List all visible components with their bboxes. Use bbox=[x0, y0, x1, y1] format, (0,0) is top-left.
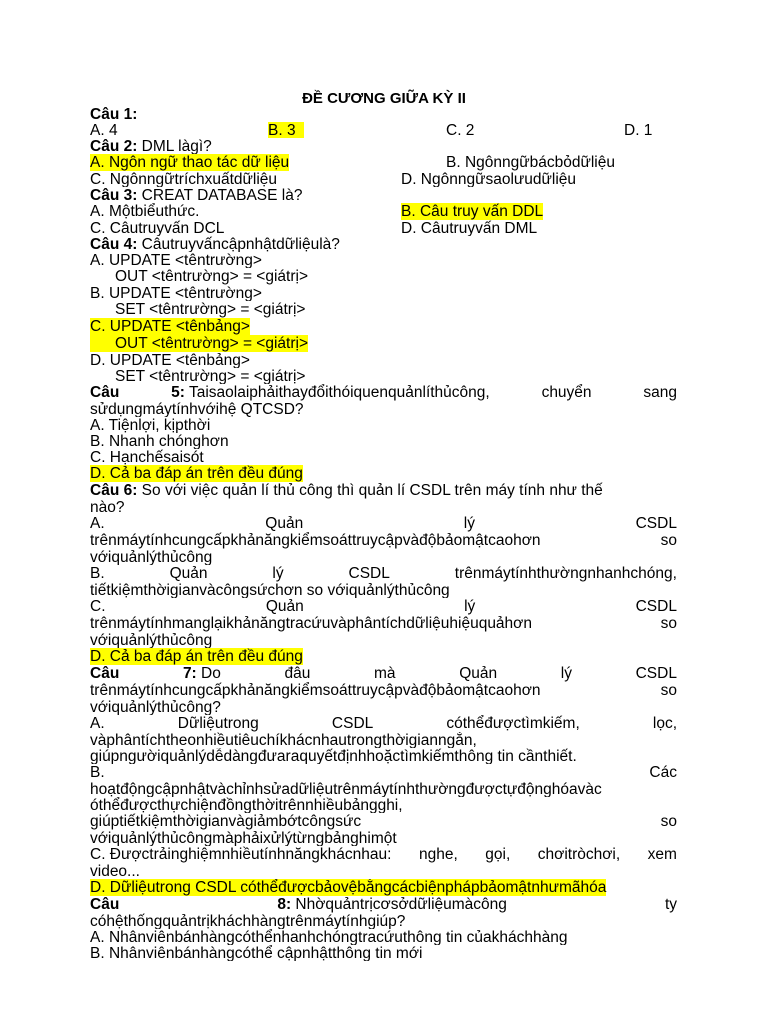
question-2: Câu 2: DML làgì? bbox=[90, 138, 212, 154]
option-a-line2: vàphântíchtheonhiềutiêuchíkhácnhautrongthờigianngắn, bbox=[90, 732, 477, 748]
option-b-line5: vớiquảnlýthủcôngmàphảixửlýtừngbảnghimột bbox=[90, 830, 397, 846]
question-1-label: Câu 1: bbox=[90, 106, 138, 122]
question-8: Câu 8: Nhờquảntrịcơsởdữliệumàcông ty bbox=[90, 896, 677, 913]
question-7-line2: trênmáytínhcungcấpkhảnăngkiểmsoáttruycậpvàđộbảomậtcaohơn so bbox=[90, 682, 677, 699]
option-d-line1: D. UPDATE <tênbảng> bbox=[90, 352, 250, 368]
option-c-line2: OUT <têntrường> = <giátrị> bbox=[90, 335, 677, 352]
option-b-line4: giúptiếtkiệmthờigianvàgiảmbớtcôngsức so bbox=[90, 813, 677, 830]
question-7: Câu 7: Do đâu mà Quản lý CSDL bbox=[90, 665, 677, 682]
option-a-line3: vớiquảnlýthủcông bbox=[90, 549, 213, 565]
option-c-line3: vớiquảnlýthủcông bbox=[90, 632, 213, 648]
option-a: A. Mộtbiểuthức. bbox=[90, 203, 200, 220]
option-a-line2: OUT <têntrường> = <giátrị> bbox=[115, 268, 309, 285]
question-8-line2: cóhệthốngquảntrịkháchhàngtrênmáytínhgiúp? bbox=[90, 913, 406, 929]
question-4: Câu 4: Câutruyvấncậpnhậtdữliệulà? bbox=[90, 236, 340, 252]
option-b-line3: óthểđượcthựchiệnđồngthờitrênnhiềubảngghi, bbox=[90, 797, 403, 813]
document-body bbox=[90, 106, 677, 961]
option-b: B. Ngônngữbácbỏdữliệu bbox=[446, 154, 615, 171]
option-b: B. 3 bbox=[268, 122, 304, 138]
option-d: D. Ngônngữsaolưudữliệu bbox=[401, 171, 577, 187]
option-c: C. Đượctrảinghiệmnhiềutínhnăngkhácnhau: nghe, gọi, chơitròchơi, xem bbox=[90, 846, 677, 863]
option-d: D. Dữliệutrong CSDL cóthểđượcbảovệbằngcácbiệnphápbảomậtnhưmãhóa bbox=[90, 879, 607, 896]
option-c-line2: video... bbox=[90, 863, 140, 879]
question-1-options bbox=[90, 122, 677, 138]
question-5-line2: sửdụngmáytínhvớihệ QTCSD? bbox=[90, 401, 304, 417]
question-3-options-cd bbox=[90, 220, 677, 236]
option-b-line2: hoạtđộngcậpnhậtvàchỉnhsửadữliệutrênmáytínhthườngđượctựđộnghóavàc bbox=[90, 781, 602, 797]
option-a-line2: trênmáytínhcungcấpkhảnăngkiểmsoáttruycậpvàđộbảomậtcaohơn so bbox=[90, 532, 677, 549]
question-2-options-ab bbox=[90, 154, 677, 171]
option-c-line1: C. UPDATE <tênbảng> bbox=[90, 318, 250, 335]
option-b: B. Quản lý CSDL trênmáytínhthườngnhanhchóng, bbox=[90, 565, 677, 582]
option-d: D. Cả ba đáp án trên đều đúng bbox=[90, 648, 303, 665]
option-c: C. Hạnchếsaisót bbox=[90, 449, 204, 465]
option-a: A. Nhânviênbánhàngcóthểnhanhchóngtracứuthông tin củakháchhàng bbox=[90, 929, 568, 945]
option-a: A. 4 bbox=[90, 122, 118, 138]
question-2-options-cd bbox=[90, 171, 677, 187]
option-a-line1: A. UPDATE <têntrường> bbox=[90, 252, 262, 268]
option-a: A. Ngôn ngữ thao tác dữ liệu bbox=[90, 154, 290, 171]
document-title: ĐỀ CƯƠNG GIỮA KỲ II bbox=[302, 90, 466, 107]
option-b-line2: SET <têntrường> = <giátrị> bbox=[115, 301, 306, 318]
option-b: B. Nhânviênbánhàngcóthể cậpnhậtthông tin mới bbox=[90, 945, 423, 961]
question-6: Câu 6: So với việc quản lí thủ công thì quản lí CSDL trên máy tính như thế bbox=[90, 482, 603, 499]
option-a: A. Quản lý CSDL bbox=[90, 515, 677, 532]
option-a-line3: giúpngườiquảnlýdễdàngđưaraquyếtđịnhhoặctìmkiếmthông tin cầnthiết. bbox=[90, 748, 577, 764]
option-a: A. Dữliệutrong CSDL cóthểđượctìmkiếm, lọc, bbox=[90, 715, 677, 732]
question-6-line2: nào? bbox=[90, 499, 125, 515]
option-b-line2: tiếtkiệmthờigianvàcôngsứchơn so vớiquảnlýthủcông bbox=[90, 582, 450, 598]
option-c: C. 2 bbox=[446, 122, 475, 138]
option-c: C. Ngônngữtríchxuấtdữliệu bbox=[90, 171, 278, 187]
option-b: B. Nhanh chónghơn bbox=[90, 433, 229, 449]
question-3: Câu 3: CREAT DATABASE là? bbox=[90, 187, 303, 203]
option-d-line2: SET <têntrường> = <giátrị> bbox=[115, 368, 306, 384]
option-b: B. Các bbox=[90, 764, 677, 781]
option-d: D. 1 bbox=[624, 122, 653, 138]
option-b: B. Câu truy vấn DDL bbox=[401, 203, 544, 220]
option-c: C. Quản lý CSDL bbox=[90, 598, 677, 615]
question-5: Câu 5: Taisaolaiphảithayđổithóiquenquảnlíthủcông, chuyển sang bbox=[90, 384, 677, 401]
option-d: D. Câutruyvấn DML bbox=[401, 220, 538, 236]
option-c-line2: trênmáytínhmanglạikhảnăngtracứuvàphântíchdữliệuhiệuquảhơn so bbox=[90, 615, 677, 632]
option-d: D. Cả ba đáp án trên đều đúng bbox=[90, 465, 303, 482]
question-7-line3: vớiquảnlýthủcông? bbox=[90, 699, 221, 715]
option-c: C. Câutruyvấn DCL bbox=[90, 220, 225, 236]
option-a: A. Tiệnlợi, kịpthời bbox=[90, 417, 211, 433]
option-b-line1: B. UPDATE <têntrường> bbox=[90, 285, 262, 301]
question-3-options-ab bbox=[90, 203, 677, 220]
